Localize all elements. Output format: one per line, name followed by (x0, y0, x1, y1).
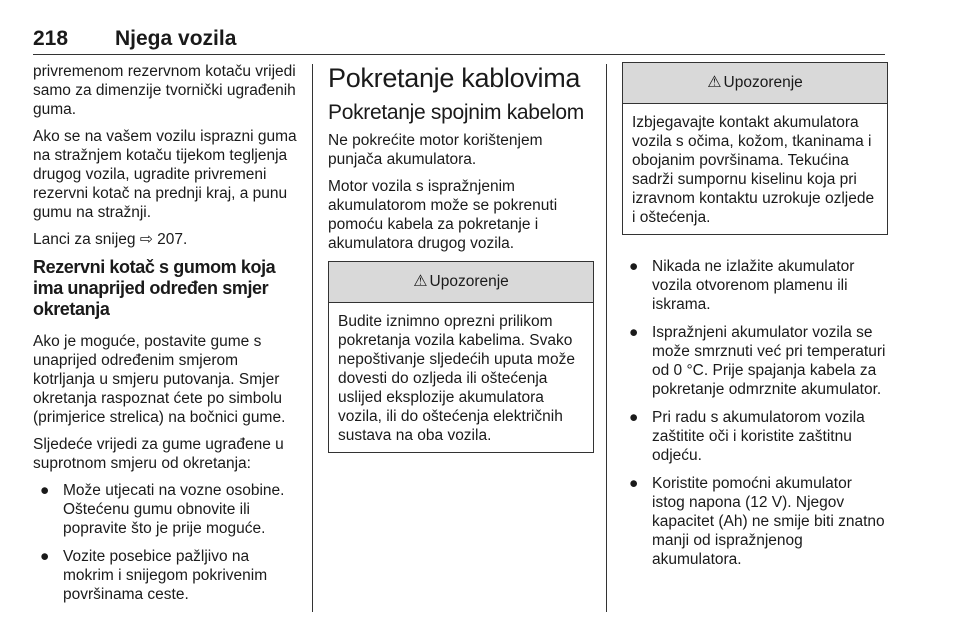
warning-title: Upozorenje (723, 74, 803, 91)
list-item-text: Može utjecati na vozne osobine. Oštećenu gumu obnovite ili popravite što je prije moguće. (63, 482, 285, 537)
bullet-icon: ● (629, 324, 639, 341)
list-item-text: Vozite posebice pažljivo na mokrim i snijegom pokrivenim površinama ceste. (63, 548, 268, 603)
warning-header (623, 63, 887, 104)
warning-body (329, 303, 593, 452)
column-left (33, 62, 301, 613)
list-item (622, 323, 888, 399)
warning-body (623, 104, 887, 234)
warning-triangle-icon: ⚠ (413, 273, 428, 290)
paragraph: Sljedeće vrijedi za gume ugrađene u suprotnom smjeru od okretanja: (33, 436, 284, 472)
cross-reference (33, 230, 301, 249)
warning-text: Budite iznimno oprezni prilikom pokretanja vozila kabelima. Svako nepoštivanje sljedećih uputa može dovesti do ozljeda ili oštećenja uslijed eksplozije akumulatora vozila, ili do oštećenja električnih sustava na oba vozila. (338, 313, 575, 444)
page-reference-arrow-icon: ⇨ (139, 231, 153, 248)
bullet-list (622, 257, 888, 569)
list-item (622, 408, 888, 465)
bullet-icon: ● (40, 548, 50, 565)
bullet-icon: ● (40, 482, 50, 499)
column-divider-2 (606, 64, 607, 612)
paragraph: Motor vozila s ispražnjenim akumulatorom može se pokrenuti pomoću kabela za pokretanje i akumulatora drugog vozila. (328, 178, 558, 252)
warning-title: Upozorenje (429, 273, 509, 290)
paragraph: Ako je moguće, postavite gume s unaprijed određenim smjerom kotrljanja u smjeru putovanja. Smjer okretanja raspoznat ćete po simbolu (primjerice strelica) na bočnici gume. (33, 333, 286, 426)
list-item-text: Ispražnjeni akumulator vozila se može smrznuti već pri temperaturi od 0 °C. Prije spajanja kabela za pokretanje odmrznite akumulator. (652, 324, 886, 398)
list-item-text: Pri radu s akumulatorom vozila zaštitite oči i koristite zaštitnu odjeću. (652, 409, 865, 464)
list-item (33, 547, 301, 604)
paragraph: Ne pokrećite motor korištenjem punjača akumulatora. (328, 132, 543, 168)
reference-page: 207. (157, 231, 188, 248)
bullet-icon: ● (629, 475, 639, 492)
list-item (622, 257, 888, 314)
section-heading: Rezervni kotač s gumom koja ima unaprijed određen smjer okretanja (33, 257, 276, 319)
warning-text: Izbjegavajte kontakt akumulatora vozila s očima, kožom, tkaninama i obojanim površinama. Tekućina sadrži sumpornu kiselinu koja pri izravnom kontaktu uzrokuje ozljede i oštećenja. (632, 114, 875, 226)
bullet-icon: ● (629, 409, 639, 426)
warning-triangle-icon: ⚠ (707, 74, 722, 91)
warning-header (329, 262, 593, 303)
column-right (622, 62, 888, 578)
chapter-title: Njega vozila (115, 27, 237, 50)
list-item-text: Koristite pomoćni akumulator istog napona (12 V). Njegov kapacitet (Ah) ne smije biti znatno manji od ispražnjenog akumulatora. (652, 475, 885, 568)
bullet-icon: ● (629, 258, 639, 275)
section-title: Pokretanje kablovima (328, 63, 581, 93)
list-item-text: Nikada ne izlažite akumulator vozila otvorenom plamenu ili iskrama. (652, 258, 855, 313)
list-item (33, 481, 301, 538)
paragraph: privremenom rezervnom kotaču vrijedi samo za dimenzije tvornički ugrađenih guma. (33, 63, 296, 118)
column-divider-1 (312, 64, 313, 612)
list-item (622, 474, 888, 569)
reference-text: Lanci za snijeg (33, 231, 136, 248)
paragraph: Ako se na vašem vozilu isprazni guma na stražnjem kotaču tijekom tegljenja drugog vozila, ugradite privremeni rezervni kotač na prednji kraj, a punu gumu na stražnji. (33, 128, 297, 221)
warning-box (622, 62, 888, 235)
bullet-list (33, 481, 301, 604)
page-number: 218 (33, 27, 69, 50)
column-middle (328, 62, 594, 465)
page-header (33, 26, 885, 55)
subsection-title: Pokretanje spojnim kabelom (328, 101, 585, 124)
warning-box (328, 261, 594, 453)
